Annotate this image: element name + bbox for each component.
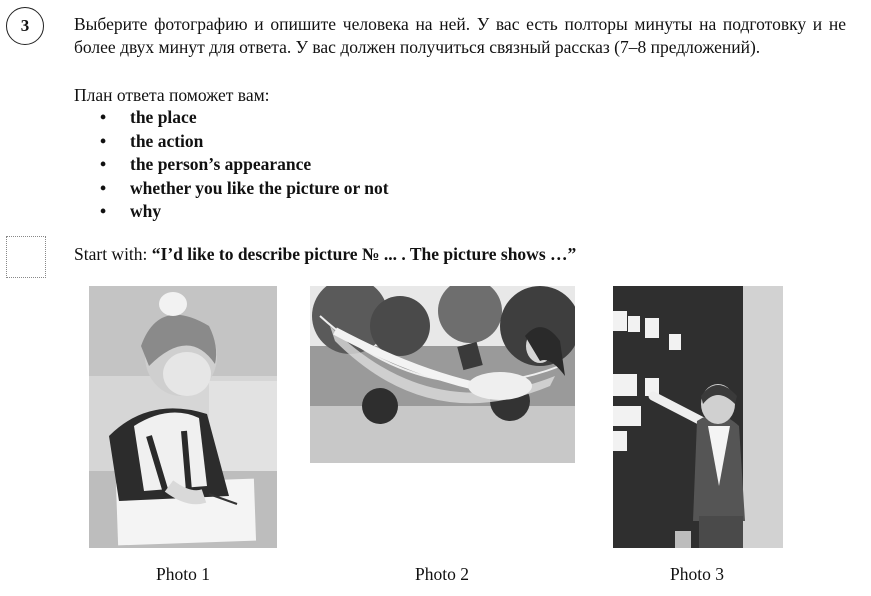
plan-item-text: whether you like the picture or not <box>130 177 389 198</box>
task-number-badge <box>6 7 44 45</box>
plan-item <box>98 200 389 224</box>
task-number: 3 <box>20 16 30 35</box>
plan-item-text: why <box>130 201 162 221</box>
photo-caption: Photo 3 <box>670 564 724 584</box>
plan-item-text: the person’s appearance <box>130 154 312 174</box>
bullet-icon: • <box>100 154 107 174</box>
bullet-icon: • <box>100 107 107 127</box>
start-with <box>74 243 576 265</box>
answer-box[interactable] <box>6 236 46 278</box>
start-with-phrase: “I’d like to describe picture № ... . The picture shows …” <box>151 244 577 264</box>
plan-item <box>98 177 389 201</box>
plan-item <box>98 130 389 154</box>
task-instruction: Выберите фотографию и опишите человека на ней. У вас есть полторы минуты на подготовку и не более двух минут для ответа. У вас должен получиться связный рассказ (7–8 предложений). <box>74 14 846 57</box>
plan-item-text: the place <box>130 107 197 127</box>
bullet-icon: • <box>100 130 107 151</box>
boy-blackboard-photo[interactable] <box>613 286 783 548</box>
plan-item <box>98 153 389 177</box>
photo-caption: Photo 2 <box>415 564 469 584</box>
bullet-icon: • <box>100 177 107 198</box>
plan-item <box>98 106 389 130</box>
start-with-label: Start with: <box>74 244 148 264</box>
plan-intro: План ответа поможет вам: <box>74 85 270 105</box>
plan-list <box>98 106 389 224</box>
girl-drawing-photo[interactable] <box>89 286 277 548</box>
plan-item-text: the action <box>130 130 204 151</box>
photo-caption: Photo 1 <box>156 564 210 584</box>
woman-hammock-photo[interactable] <box>310 286 575 463</box>
bullet-icon: • <box>100 201 107 221</box>
